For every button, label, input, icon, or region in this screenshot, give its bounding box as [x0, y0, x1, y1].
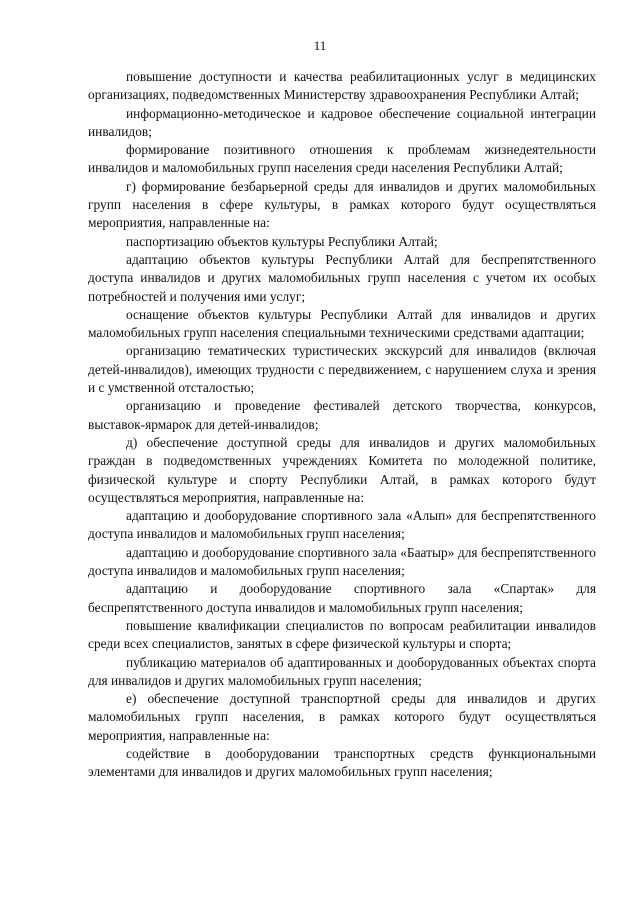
- paragraph: е) обеспечение доступной транспортной среды для инвалидов и других маломобильных групп населения, в рамках которого будут осуществляться мероприятия, направленные на:: [88, 691, 596, 743]
- paragraph: адаптацию и дооборудование спортивного зала «Спартак» для беспрепятственного доступа инвалидов и маломобильных групп населения;: [88, 581, 596, 615]
- paragraph: адаптацию и дооборудование спортивного зала «Баатыр» для беспрепятственного доступа инвалидов и маломобильных групп населения;: [88, 544, 596, 579]
- paragraph: повышение квалификации специалистов по вопросам реабилитации инвалидов среди всех специалистов, занятых в сфере физической культуры и спорта;: [88, 617, 596, 652]
- paragraph: формирование позитивного отношения к проблемам жизнедеятельности инвалидов и маломобильных групп населения среди населения Республики Алтай;: [88, 142, 596, 176]
- paragraph: публикацию материалов об адаптированных и дооборудованных объектах спорта для инвалидов и других маломобильных групп населения;: [88, 654, 596, 688]
- paragraph: повышение доступности и качества реабилитационных услуг в медицинских организациях, подведомственных Министерству здравоохранения Республики Алтай;: [88, 69, 596, 103]
- paragraph: содействие в дооборудовании транспортных средств функциональными элементами для инвалидов и других маломобильных групп населения;: [88, 745, 596, 780]
- paragraph: паспортизацию объектов культуры Республики Алтай;: [126, 233, 438, 249]
- paragraph: д) обеспечение доступной среды для инвалидов и других маломобильных граждан в подведомственных учреждениях Комитета по молодежной политике, физической культуре и спорту Республики Алтай, в рамках которого будут осуществляться мероприятия, направленные на:: [88, 434, 596, 505]
- document-body: [88, 68, 596, 782]
- page-number: 11: [313, 38, 327, 53]
- paragraph: адаптацию объектов культуры Республики Алтай для беспрепятственного доступа инвалидов и других маломобильных групп населения с учетом их особых потребностей и получения ими услуг;: [88, 251, 596, 304]
- paragraph: адаптацию и дооборудование спортивного зала «Алып» для беспрепятственного доступа инвалидов и маломобильных групп населения;: [88, 508, 596, 542]
- paragraph: оснащение объектов культуры Республики Алтай для инвалидов и других маломобильных групп населения специальными техническими средствами адаптации;: [88, 306, 596, 341]
- paragraph: г) формирование безбарьерной среды для инвалидов и других маломобильных групп населения в сфере культуры, в рамках которого будут осуществляться мероприятия, направленные на:: [88, 178, 596, 231]
- paragraph: информационно-методическое и кадровое обеспечение социальной интеграции инвалидов;: [88, 105, 596, 139]
- paragraph: организацию тематических туристических экскурсий для инвалидов (включая детей-инвалидов), имеющих трудности с передвижением, с нарушением слуха и зрения и с умственной отсталостью;: [88, 343, 596, 396]
- paragraph: организацию и проведение фестивалей детского творчества, конкурсов, выставок-ярмарок для детей-инвалидов;: [88, 398, 596, 432]
